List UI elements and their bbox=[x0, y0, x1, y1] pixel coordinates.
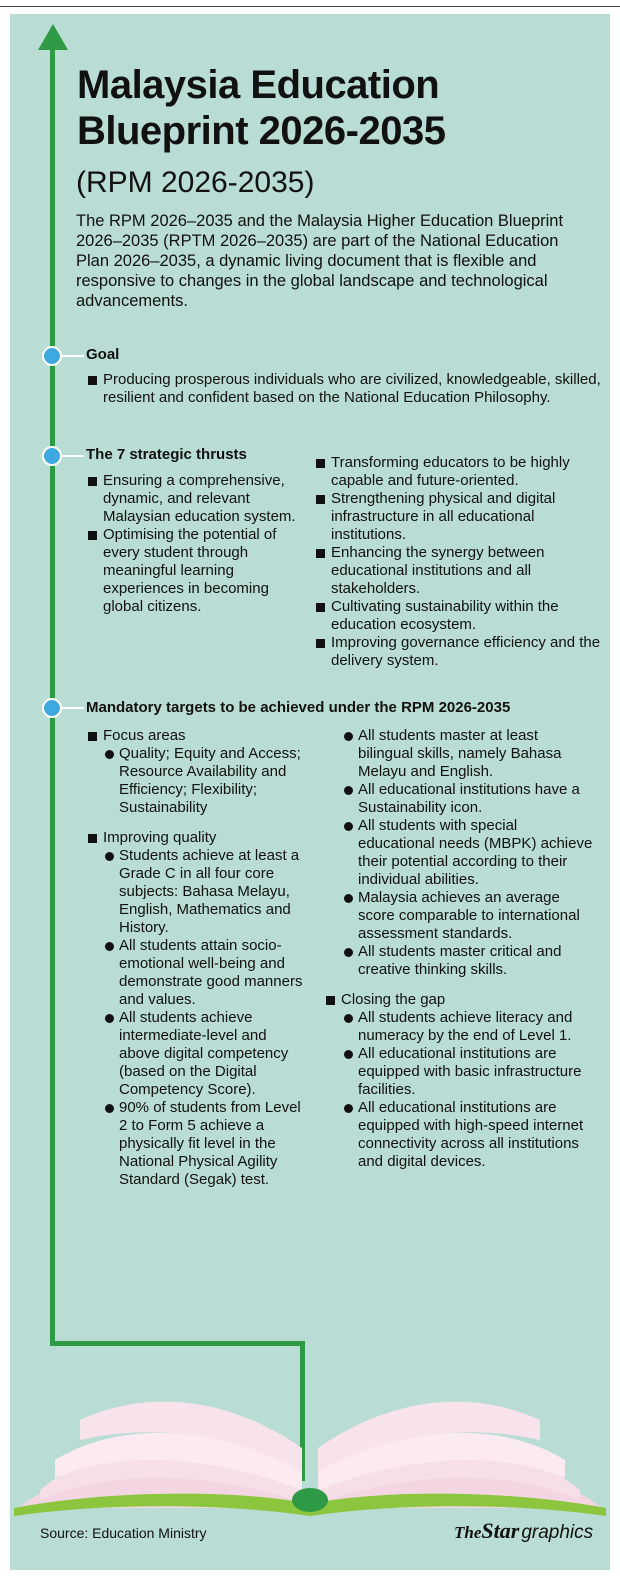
quality-continued-list bbox=[343, 727, 594, 979]
focus-areas-list bbox=[104, 745, 310, 817]
open-book-icon bbox=[10, 1340, 610, 1520]
quality-item: All students attain socio-emotional well-being and demonstrate good manners and values. bbox=[104, 937, 310, 1009]
timeline-node-targets bbox=[42, 698, 62, 718]
thrust-item: Optimising the potential of every student through meaningful learning experiences in becoming global citizens. bbox=[88, 526, 296, 616]
targets-right-column bbox=[326, 727, 594, 1171]
thrust-item: Enhancing the synergy between educational institutions and all stakeholders. bbox=[316, 544, 606, 598]
timeline-node-goal bbox=[42, 346, 62, 366]
focus-areas-item: Quality; Equity and Access; Resource Availability and Efficiency; Flexibility; Sustainability bbox=[104, 745, 310, 817]
improving-quality-list bbox=[104, 847, 310, 1189]
node-connector bbox=[62, 707, 84, 709]
page-subtitle: (RPM 2026-2035) bbox=[76, 166, 315, 199]
thrust-item: Cultivating sustainability within the education ecosystem. bbox=[316, 598, 606, 634]
quality-item: All students achieve intermediate-level and above digital competency (based on the Digital Competency Score). bbox=[104, 1009, 310, 1099]
focus-areas-label: Focus areas bbox=[88, 727, 310, 745]
quality-item: 90% of students from Level 2 to Form 5 achieve a physically fit level in the National Physical Agility Standard (Segak) test. bbox=[104, 1099, 310, 1189]
goal-item: Producing prosperous individuals who are civilized, knowledgeable, skilled, resilient and confident based on the National Education Philosophy. bbox=[88, 371, 603, 407]
goal-block bbox=[88, 371, 603, 407]
thrust-item: Transforming educators to be highly capable and future-oriented. bbox=[316, 454, 606, 490]
closing-gap-label: Closing the gap bbox=[326, 991, 594, 1009]
gap-item: All educational institutions are equipped with basic infrastructure facilities. bbox=[343, 1045, 594, 1099]
targets-heading: Mandatory targets to be achieved under the RPM 2026-2035 bbox=[86, 699, 511, 716]
thrust-item: Strengthening physical and digital infrastructure in all educational institutions. bbox=[316, 490, 606, 544]
improving-quality-label: Improving quality bbox=[88, 829, 310, 847]
quality-item: All students master at least bilingual skills, namely Bahasa Melayu and English. bbox=[343, 727, 594, 781]
thrust-item: Ensuring a comprehensive, dynamic, and relevant Malaysian education system. bbox=[88, 472, 296, 526]
gap-item: All students achieve literacy and numeracy by the end of Level 1. bbox=[343, 1009, 594, 1045]
intro-paragraph: The RPM 2026–2035 and the Malaysia Higher Education Blueprint 2026–2035 (RPTM 2026–2035) are part of the National Education Plan 2026–2035, a dynamic living document that is flexible and responsive to changes in the global landscape and technological advancements. bbox=[76, 212, 564, 310]
gap-item: All educational institutions are equipped with high-speed internet connectivity across all institutions and digital devices. bbox=[343, 1099, 594, 1171]
thrust-item: Improving governance efficiency and the delivery system. bbox=[316, 634, 606, 670]
quality-item: Students achieve at least a Grade C in all four core subjects: Bahasa Melayu, English, Mathematics and History. bbox=[104, 847, 310, 937]
quality-item: All students master critical and creative thinking skills. bbox=[343, 943, 594, 979]
the-star-graphics-logo: TheStar graphics bbox=[454, 1518, 594, 1543]
timeline-line bbox=[50, 48, 55, 1346]
goal-heading: Goal bbox=[86, 346, 120, 363]
quality-item: Malaysia achieves an average score comparable to international assessment standards. bbox=[343, 889, 594, 943]
thrusts-right-column bbox=[316, 454, 606, 670]
thrusts-left-column bbox=[88, 472, 296, 616]
node-connector bbox=[62, 355, 84, 357]
source-credit: Source: Education Ministry bbox=[40, 1525, 207, 1541]
closing-gap-list bbox=[343, 1009, 594, 1171]
node-connector bbox=[62, 455, 84, 457]
thrusts-heading: The 7 strategic thrusts bbox=[86, 446, 247, 463]
quality-item: All students with special educational needs (MBPK) achieve their potential according to their individual abilities. bbox=[343, 817, 594, 889]
quality-item: All educational institutions have a Sustainability icon. bbox=[343, 781, 594, 817]
top-rule bbox=[0, 6, 620, 7]
targets-left-column bbox=[88, 727, 310, 1189]
page-title: Malaysia Education Blueprint 2026-2035 bbox=[77, 63, 446, 153]
timeline-node-thrusts bbox=[42, 446, 62, 466]
